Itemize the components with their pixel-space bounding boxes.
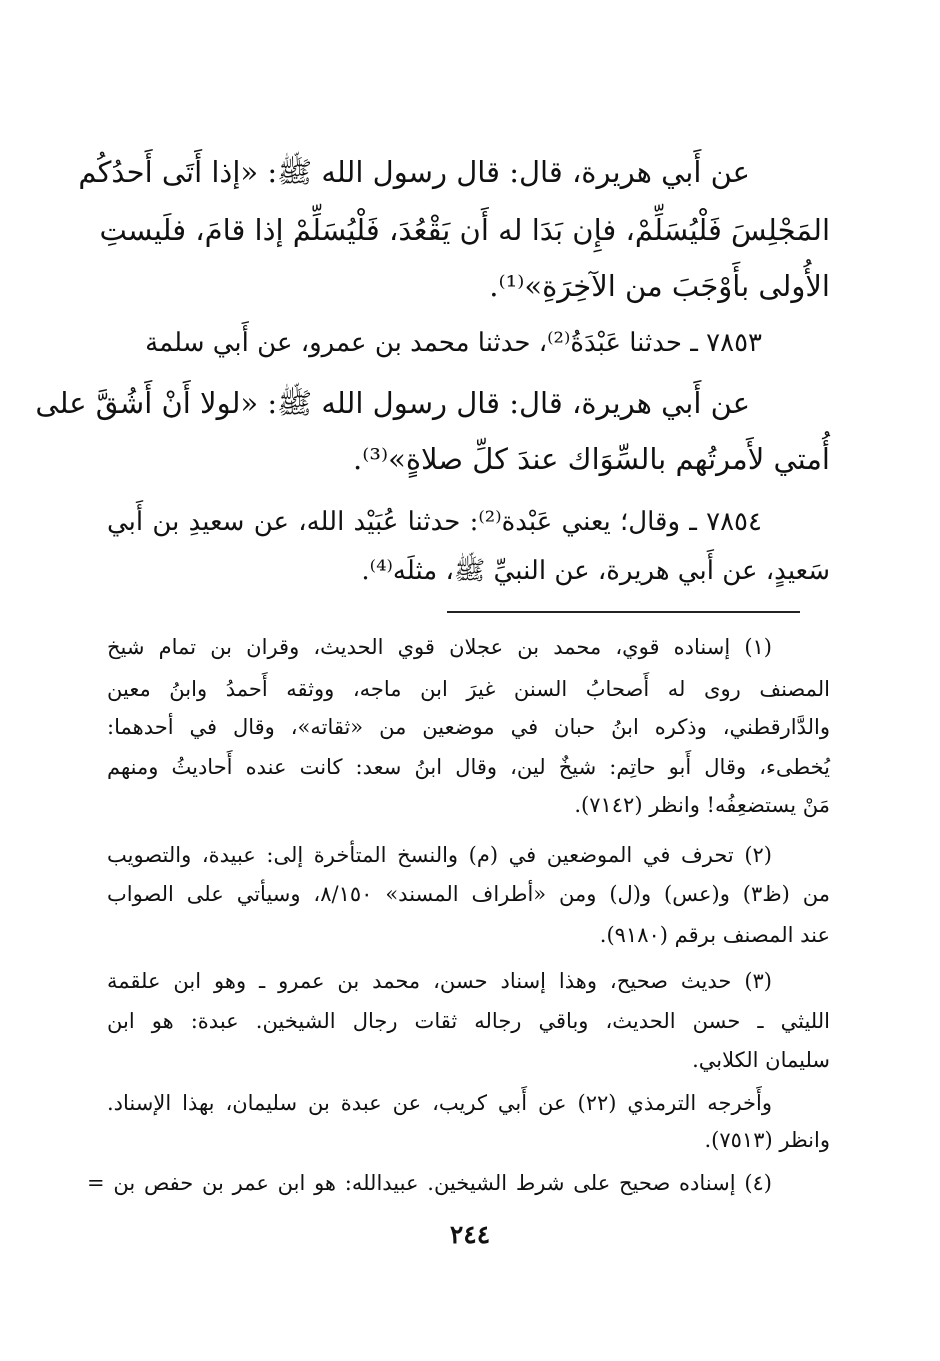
footnote-2-line-2: من (ظ٣) و(عس) و(ل) ومن «أطراف المسند» ٨/١٥٠، وسيأتي على الصواب	[107, 882, 831, 906]
page-number: ٢٤٤	[449, 1220, 491, 1249]
footnote-4-line-1: (٤) إسناده صحيح على شرط الشيخين. عبيدالله: هو ابن عمر بن حفص بن =	[87, 1171, 772, 1195]
footnote-separator	[447, 611, 800, 613]
body-line-3: الأُولى بأَوْجَبَ من الآخِرَةِ»⁽¹⁾.	[489, 269, 830, 303]
footnote-3-line-2: الليثي ـ حسن الحديث، وباقي رجاله ثقات رجال الشيخين. عبدة: هو ابن	[107, 1009, 830, 1033]
hadith-7853-line-3: أُمتي لأَمرتُهم بالسِّوَاك عندَ كلِّ صلاةٍ»⁽³⁾.	[353, 442, 830, 476]
footnote-1-line-1: (١) إسناده قوي، محمد بن عجلان قوي الحديث، وقران بن تمام شيخ	[107, 635, 772, 659]
hadith-7854-line-1: ٧٨٥٤ ـ وقال؛ يعني عَبْدة⁽²⁾: حدثنا عُبَيْد الله، عن سعيدِ بن أَبي	[107, 507, 762, 537]
footnote-3-line-1: (٣) حديث صحيح، وهذا إسناد حسن، محمد بن عمرو ـ وهو ابن علقمة	[107, 969, 772, 993]
footnote-1-line-5: مَنْ يستضعِفُه! وانظر (٧١٤٢).	[574, 793, 830, 817]
body-line-2: المَجْلِسَ فَلْيُسَلِّمْ، فإِن بَدَا له أَن يَقْعُدَ، فَلْيُسَلِّمْ إذا قامَ، فلَيستِ	[99, 213, 830, 247]
hadith-7854-line-2: سَعيدٍ، عن أَبي هريرة، عن النبيِّ ﷺ، مثلَه⁽⁴⁾.	[361, 556, 830, 586]
footnote-2-line-1: (٢) تحرف في الموضعين في (م) والنسخ المتأخرة إلى: عبيدة، والتصويب	[107, 843, 772, 867]
footnote-1-line-3: والدَّارقطني، وذكره ابنُ حبان في موضعين من «ثقاته»، وقال في أحدهما:	[107, 715, 830, 739]
footnote-1-line-2: المصنف روى له أَصحابُ السنن غيرَ ابن ماجه، ووثقه أَحمدُ وابنُ معين	[107, 677, 830, 701]
hadith-7853-line-2: عن أَبي هريرة، قال: قال رسول الله ﷺ: «لولا أَنْ أَشُقَّ على	[35, 386, 750, 420]
footnote-3-line-3: سليمان الكلابي.	[692, 1048, 830, 1072]
footnote-1-line-4: يُخطىء، وقال أَبو حاتِم: شيخٌ لين، وقال ابنُ سعد: كانت عنده أَحاديثُ ومنهم	[107, 755, 830, 779]
footnote-3-line-4: وأَخرجه الترمذي (٢٢) عن أَبي كريب، عن عبدة بن سليمان، بهذا الإسناد.	[107, 1091, 772, 1115]
footnote-3-line-5: وانظر (٧٥١٣).	[704, 1128, 830, 1152]
footnote-2-line-3: عند المصنف برقم (٩١٨٠).	[599, 923, 830, 947]
hadith-7853-line-1: ٧٨٥٣ ـ حدثنا عَبْدَةُ⁽²⁾، حدثنا محمد بن عمرو، عن أَبي سلمة	[145, 328, 762, 358]
body-line-1: عن أَبي هريرة، قال: قال رسول الله ﷺ: «إذا أَتَى أَحدُكُم	[78, 155, 750, 189]
